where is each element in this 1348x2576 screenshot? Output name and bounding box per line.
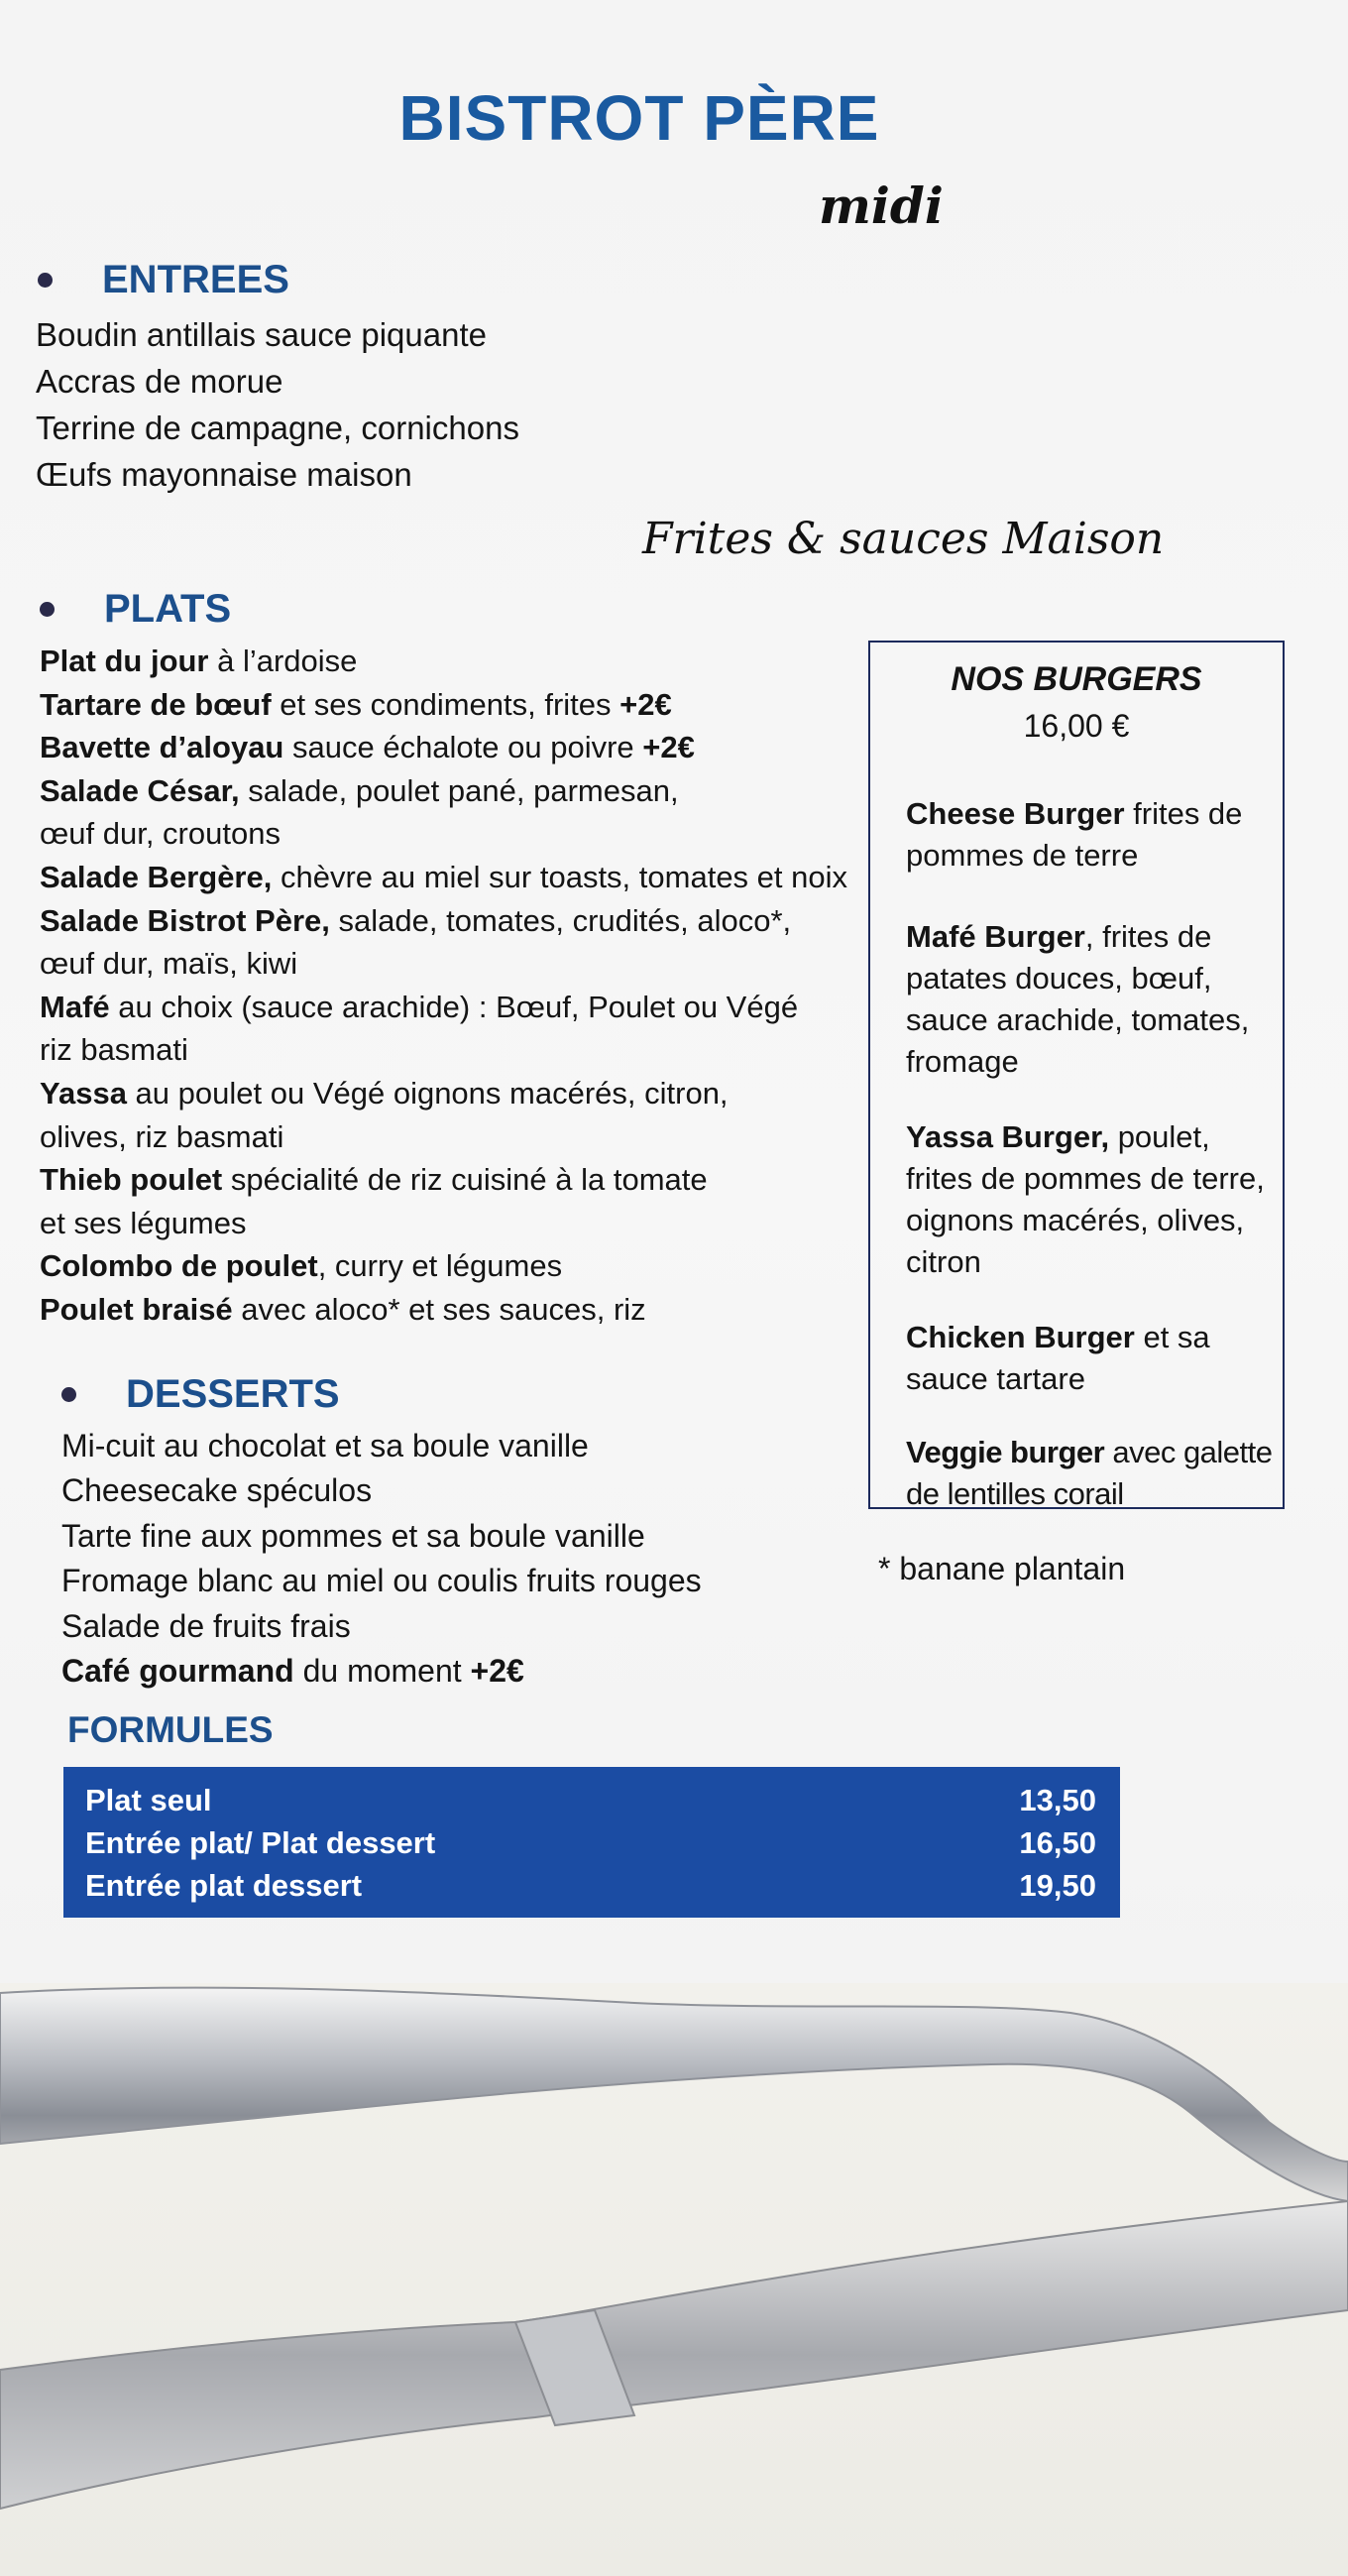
menu-line [40,1202,847,1245]
dish-desc: au poulet ou Végé oignons macérés, citron, [126,1075,729,1111]
supplement-price: +2€ [642,730,695,765]
dish-desc: au choix (sauce arachide) : Bœuf, Poulet ou Végé [109,989,799,1024]
dish-desc: à l’ardoise [208,644,358,678]
dish-desc: sauce échalote ou poivre [283,730,643,765]
burger-name: Yassa Burger, [906,1119,1110,1154]
dish-desc: œuf dur, croutons [40,816,281,852]
burger-item [906,1317,1281,1400]
desserts-heading [61,1372,340,1417]
dish-desc: Mi-cuit au chocolat et sa boule vanille [61,1428,589,1464]
menu-line [61,1468,702,1513]
service-label: midi [819,176,944,235]
footnote: * banane plantain [878,1551,1126,1586]
bullet-icon [38,273,53,288]
bullet-icon [40,602,55,617]
frites-note: Frites & sauces Maison [642,514,1165,564]
dish-name: Salade César, [40,772,240,808]
formule-label: Entrée plat dessert [85,1868,363,1903]
formule-price: 13,50 [1019,1783,1096,1817]
dish-name: Poulet braisé [40,1291,233,1327]
dish-desc: Fromage blanc au miel ou coulis fruits rouges [61,1563,702,1599]
entrees-title: ENTREES [102,258,289,301]
burger-desc: poulet, frites de pommes de terre, oignons macérés, olives, citron [906,1119,1265,1279]
menu-line [40,1028,847,1072]
dish-desc: et ses condiments, frites [271,686,620,722]
menu-line [40,899,847,943]
dish-name: Thieb poulet [40,1162,223,1198]
plats-heading [40,587,231,632]
dish-desc: salade, tomates, crudités, aloco*, [329,902,792,938]
formule-row [85,1779,1096,1821]
menu-line [40,812,847,856]
menu-line [61,1649,702,1694]
dish-name: Tartare de bœuf [40,686,272,722]
menu-line [40,856,847,899]
burger-desc: avec galette de lentilles corail [906,1435,1273,1511]
knife [0,2201,1348,2509]
list-item: Œufs mayonnaise maison [36,456,412,493]
formule-label: Plat seul [85,1783,212,1817]
burger-name: Cheese Burger [906,796,1125,831]
dish-desc: olives, riz basmati [40,1118,284,1154]
dish-desc: spécialité de riz cuisiné à la tomate [222,1162,708,1198]
menu-line [61,1424,702,1468]
menu-line [40,1115,847,1159]
burger-desc: , frites de patates douces, bœuf, sauce arachide, tomates, fromage [906,919,1250,1079]
dish-name: Salade Bergère, [40,859,273,894]
dish-desc: salade, poulet pané, parmesan, [239,772,679,808]
bullet-icon [61,1387,76,1402]
entrees-heading [38,258,289,302]
dish-desc: riz basmati [40,1032,188,1068]
menu-line [40,986,847,1029]
menu-line [40,683,847,727]
burger-item [906,1116,1281,1283]
dish-desc: , curry et légumes [317,1248,563,1284]
desserts-title: DESSERTS [126,1372,340,1416]
menu-line [40,769,847,813]
menu-line [40,640,847,683]
burger-item [906,916,1281,1083]
formule-row [85,1821,1096,1864]
burger-name: Mafé Burger [906,919,1085,954]
burger-name: Chicken Burger [906,1320,1135,1354]
restaurant-name: BISTROT PÈRE [398,82,880,154]
formule-price: 19,50 [1019,1868,1096,1903]
dish-desc: Salade de fruits frais [61,1607,351,1644]
list-item: Accras de morue [36,363,283,400]
formule-row [85,1864,1096,1907]
burgers-price: 16,00 € [1023,708,1130,744]
supplement-price: +2€ [470,1653,524,1690]
menu-line [61,1514,702,1559]
menu-line [40,1072,847,1115]
cutlery-image [0,1973,1348,2576]
fork-handle [0,1988,1348,2201]
menu-line [61,1559,702,1603]
dish-desc: du moment [293,1653,471,1690]
dish-desc: avec aloco* et ses sauces, riz [232,1291,646,1327]
formules-table [63,1767,1120,1918]
burger-item [906,793,1281,877]
formule-label: Entrée plat/ Plat dessert [85,1825,436,1860]
list-item: Terrine de campagne, cornichons [36,410,519,446]
burgers-box [868,641,1285,1509]
dish-desc: Cheesecake spéculos [61,1472,373,1509]
dish-name: Bavette d’aloyau [40,730,284,765]
dish-name: Mafé [40,989,110,1024]
dish-name: Salade Bistrot Père, [40,902,330,938]
menu-line [40,1158,847,1202]
entrees-list [36,311,519,498]
menu-line [40,942,847,986]
desserts-list [61,1424,702,1694]
supplement-price: +2€ [619,686,672,722]
burger-name: Veggie burger [906,1435,1105,1469]
dish-name: Yassa [40,1075,127,1111]
plats-title: PLATS [104,587,232,631]
burger-desc: frites de pommes de terre [906,796,1243,873]
burger-item [906,1432,1281,1515]
menu-line [40,1244,847,1288]
dish-name: Colombo de poulet [40,1248,318,1284]
plats-list [40,640,847,1332]
dish-desc: œuf dur, maïs, kiwi [40,946,298,982]
dish-name: Plat du jour [40,644,209,678]
dish-desc: Tarte fine aux pommes et sa boule vanille [61,1517,645,1554]
menu-line [40,1288,847,1332]
menu-line [61,1604,702,1649]
burgers-title: NOS BURGERS [951,660,1202,698]
dish-name: Café gourmand [61,1653,294,1690]
burger-desc: et sa sauce tartare [906,1320,1210,1396]
formules-title: FORMULES [67,1709,274,1750]
formule-price: 16,50 [1019,1825,1096,1860]
dish-desc: chèvre au miel sur toasts, tomates et noix [272,859,848,894]
dish-desc: et ses légumes [40,1205,247,1240]
list-item: Boudin antillais sauce piquante [36,316,487,353]
menu-line [40,726,847,769]
